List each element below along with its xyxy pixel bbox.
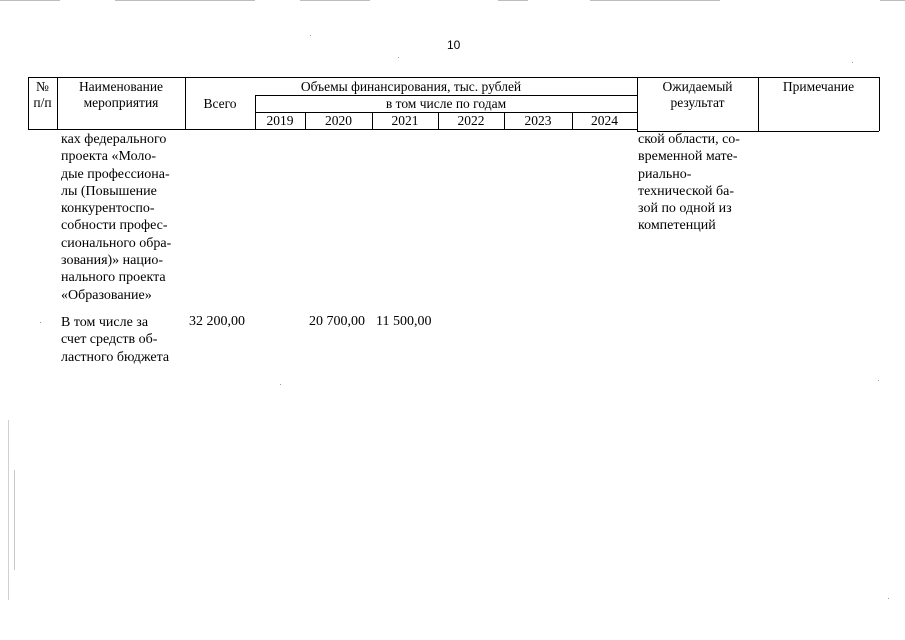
scan-edge-mark xyxy=(300,0,370,1)
scan-speck xyxy=(310,35,311,36)
scan-edge-mark xyxy=(8,420,9,600)
table-top-border xyxy=(28,77,879,78)
table-right-border xyxy=(879,77,880,131)
row-2-2021: 11 500,00 xyxy=(376,314,432,329)
row-1-name: ках федерального проекта «Моло- дые профессиона- лы (Повышение конкурентоспо- собности профес- сионального обра- зования)» нацио- нального проекта «Образование» xyxy=(61,132,172,303)
header-year-2022: 2022 xyxy=(457,113,485,128)
header-total: Всего xyxy=(203,96,237,111)
scan-speck xyxy=(888,598,889,599)
page-number: 10 xyxy=(447,38,461,52)
header-year-2024: 2024 xyxy=(591,113,618,128)
header-bottom-border xyxy=(255,129,637,130)
scan-speck xyxy=(852,62,853,63)
header-result: Ожидаемый результат xyxy=(662,79,733,110)
header-num: № п/п xyxy=(33,79,52,110)
scan-speck xyxy=(398,57,399,58)
header-year-2019: 2019 xyxy=(266,113,294,128)
scan-edge-mark xyxy=(115,0,255,1)
row-2-total: 32 200,00 xyxy=(189,314,245,329)
row-2-2020: 20 700,00 xyxy=(309,314,365,329)
header-funding: Объемы финансирования, тыс. рублей xyxy=(300,79,522,94)
header-by-years: в том числе по годам xyxy=(385,96,507,111)
scan-edge-mark xyxy=(498,0,528,1)
header-name: Наименование мероприятия xyxy=(78,79,164,110)
scan-edge-mark xyxy=(0,0,60,1)
row-2-name: В том числе за счет средств об- ластного бюджета xyxy=(61,315,170,365)
scan-edge-mark xyxy=(590,0,720,1)
header-year-2020: 2020 xyxy=(325,113,352,128)
scan-speck xyxy=(40,322,41,323)
header-year-2021: 2021 xyxy=(391,113,419,128)
row-1-result: ской области, со- временной мате- риально- технической ба- зой по одной из компетенций xyxy=(638,132,740,234)
scan-speck xyxy=(878,380,879,381)
header-bottom-border xyxy=(28,129,255,130)
scan-speck xyxy=(280,384,281,385)
scan-edge-mark xyxy=(880,0,905,1)
scan-edge-mark xyxy=(14,470,15,570)
header-note: Примечание xyxy=(782,79,855,94)
header-year-2023: 2023 xyxy=(524,113,552,128)
